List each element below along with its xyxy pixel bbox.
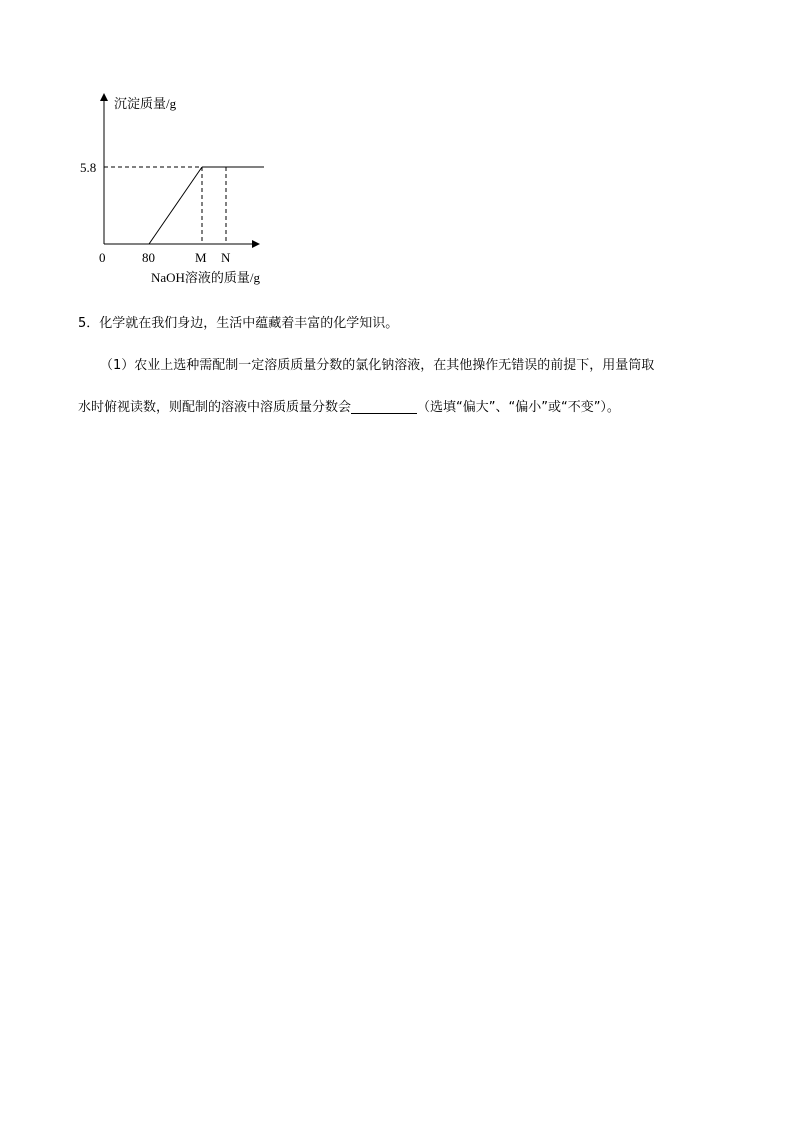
part-1-text-before-blank: 水时俯视读数，则配制的溶液中溶质质量分数会 [78,400,352,415]
y-axis-label: 沉淀质量/g [114,96,177,111]
data-line-rising [149,167,202,244]
question-5-part-1-line-2 [78,398,620,418]
x-tick-80: 80 [142,250,155,265]
precipitate-mass-chart [70,85,290,290]
question-text: 化学就在我们身边，生活中蕴藏着丰富的化学知识。 [99,316,399,331]
x-axis-label: NaOH溶液的质量/g [151,270,261,285]
x-tick-m: M [195,250,207,265]
question-number: 5． [78,316,100,331]
part-1-text-after-blank: （选填“偏大”、“偏小”或“不变”）。 [417,400,620,415]
question-5-part-1-line-1: （1）农业上选种需配制一定溶质质量分数的氯化钠溶液，在其他操作无错误的前提下，用量筒取 [100,358,655,373]
question-5-stem [78,314,398,334]
x-tick-n: N [221,250,231,265]
answer-blank[interactable] [351,399,417,414]
y-tick-5-8: 5.8 [80,160,97,175]
origin-label: 0 [99,250,106,265]
